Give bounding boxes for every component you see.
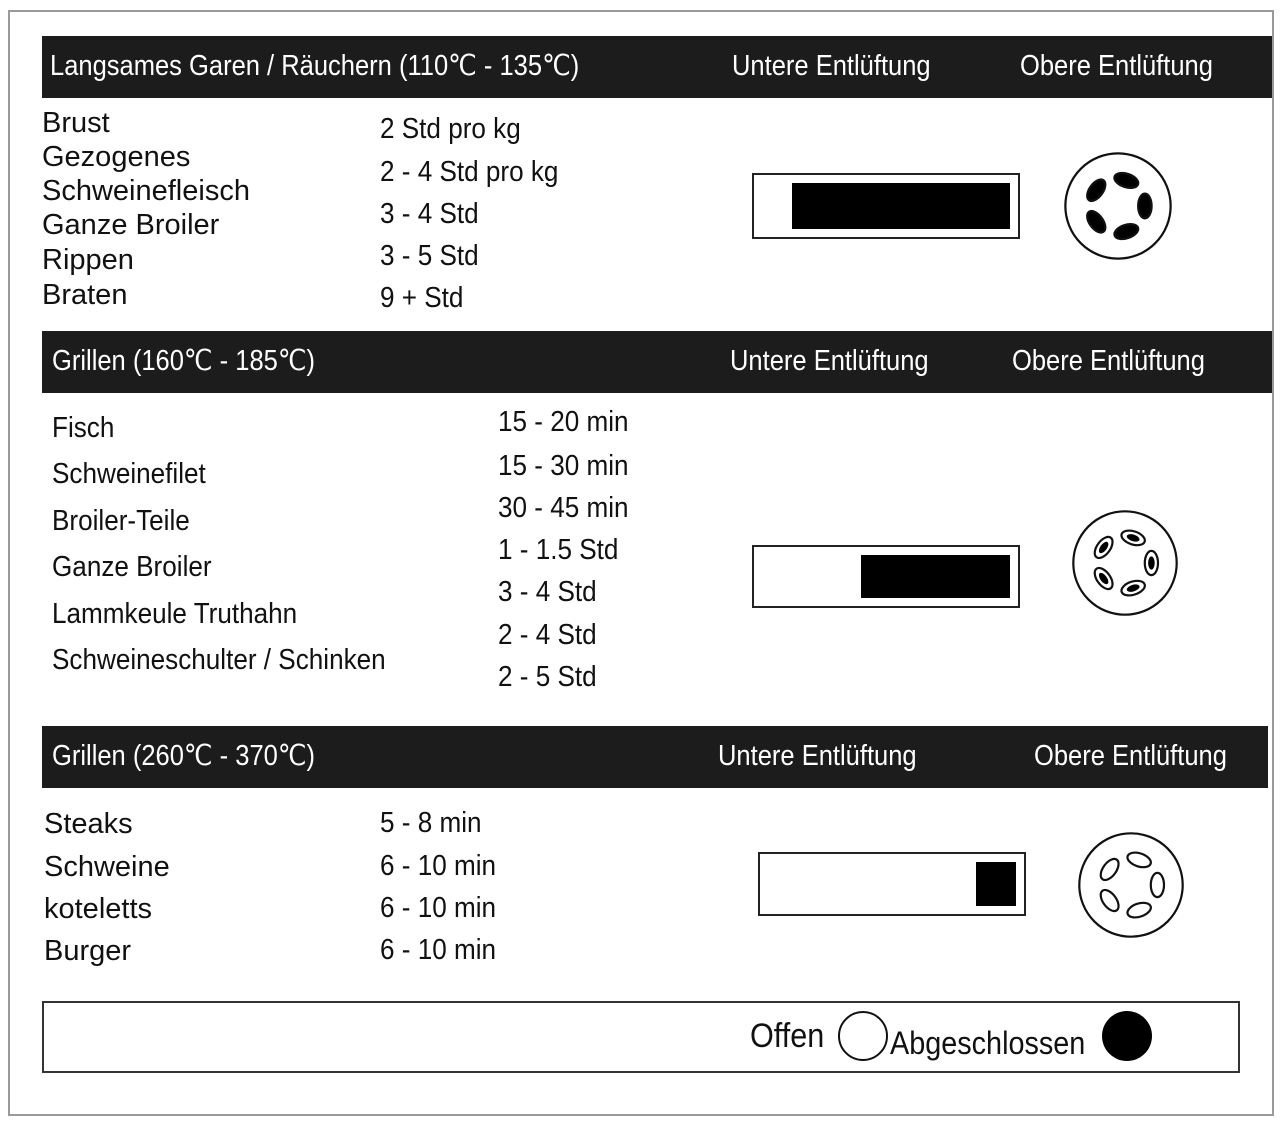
open-circle-icon <box>838 1011 888 1061</box>
cook-time: 1 - 1.5 Std <box>498 534 619 566</box>
upper-vent-heading: Obere Entlüftung <box>1012 345 1205 377</box>
food-item: Schweinefilet <box>52 458 206 490</box>
lower-vent-heading: Untere Entlüftung <box>718 740 917 772</box>
lower-vent-slider <box>752 545 1020 608</box>
vent-disc <box>1079 833 1182 936</box>
cook-time: 15 - 30 min <box>498 450 629 482</box>
cook-time: 3 - 4 Std <box>380 198 479 230</box>
lower-vent-heading: Untere Entlüftung <box>730 345 929 377</box>
cook-time: 30 - 45 min <box>498 492 629 524</box>
section-title: Grillen (260℃ - 370℃) <box>52 740 315 772</box>
food-item: Fisch <box>52 412 115 444</box>
legend-closed-label: Abgeschlossen <box>890 1025 1086 1061</box>
cook-time: 9 + Std <box>380 282 464 314</box>
cook-time: 2 Std pro kg <box>380 113 521 145</box>
food-item: Steaks <box>44 808 133 840</box>
section-header-slow-smoke <box>42 36 1272 98</box>
section-header-grill-high <box>42 726 1268 788</box>
lower-vent-slider <box>758 852 1026 916</box>
food-item: Schweinefleisch <box>42 175 250 207</box>
section-title: Langsames Garen / Räuchern (110℃ - 135℃) <box>50 50 580 82</box>
food-item: Ganze Broiler <box>42 209 220 241</box>
cook-time: 15 - 20 min <box>498 406 629 438</box>
legend-open-label: Offen <box>750 1017 825 1055</box>
upper-vent-heading: Obere Entlüftung <box>1034 740 1227 772</box>
food-item: Broiler-Teile <box>52 505 190 537</box>
food-item: Ganze Broiler <box>52 551 212 583</box>
section-title: Grillen (160℃ - 185℃) <box>52 345 315 377</box>
lower-vent-closed-fill <box>976 862 1016 906</box>
lower-vent-closed-fill <box>861 555 1010 598</box>
lower-vent-closed-fill <box>792 183 1010 229</box>
closed-circle-icon <box>1102 1011 1152 1061</box>
food-item: Burger <box>44 935 132 967</box>
food-item: Gezogenes <box>42 141 191 173</box>
upper-vent-closed-icon <box>1062 150 1174 262</box>
lower-vent-slider <box>752 173 1020 239</box>
upper-vent-open-icon <box>1076 830 1186 940</box>
food-item: Schweineschulter / Schinken <box>52 644 386 676</box>
vent-petal <box>1151 873 1164 897</box>
cook-time: 6 - 10 min <box>380 934 497 966</box>
food-item: Schweine <box>44 851 170 883</box>
section-header-grill-medium <box>42 331 1272 393</box>
upper-vent-heading: Obere Entlüftung <box>1020 50 1213 82</box>
vent-petal <box>1138 194 1151 219</box>
vent-legend <box>42 1001 1240 1073</box>
vent-petal-inner <box>1148 556 1155 569</box>
cook-time: 5 - 8 min <box>380 807 482 839</box>
cook-time: 3 - 4 Std <box>498 576 597 608</box>
cook-time: 2 - 4 Std pro kg <box>380 156 559 188</box>
food-item: Rippen <box>42 244 134 276</box>
vent-disc <box>1065 153 1170 258</box>
upper-vent-half-icon <box>1070 508 1180 618</box>
food-item: Lammkeule Truthahn <box>52 598 298 630</box>
food-item: koteletts <box>44 893 152 925</box>
cook-time: 2 - 5 Std <box>498 661 597 693</box>
vent-disc <box>1073 511 1176 614</box>
food-item: Braten <box>42 279 128 311</box>
lower-vent-heading: Untere Entlüftung <box>732 50 931 82</box>
cook-time: 6 - 10 min <box>380 892 497 924</box>
cook-time: 2 - 4 Std <box>498 619 597 651</box>
cook-time: 3 - 5 Std <box>380 240 479 272</box>
cook-time: 6 - 10 min <box>380 850 497 882</box>
food-item: Brust <box>42 107 110 139</box>
